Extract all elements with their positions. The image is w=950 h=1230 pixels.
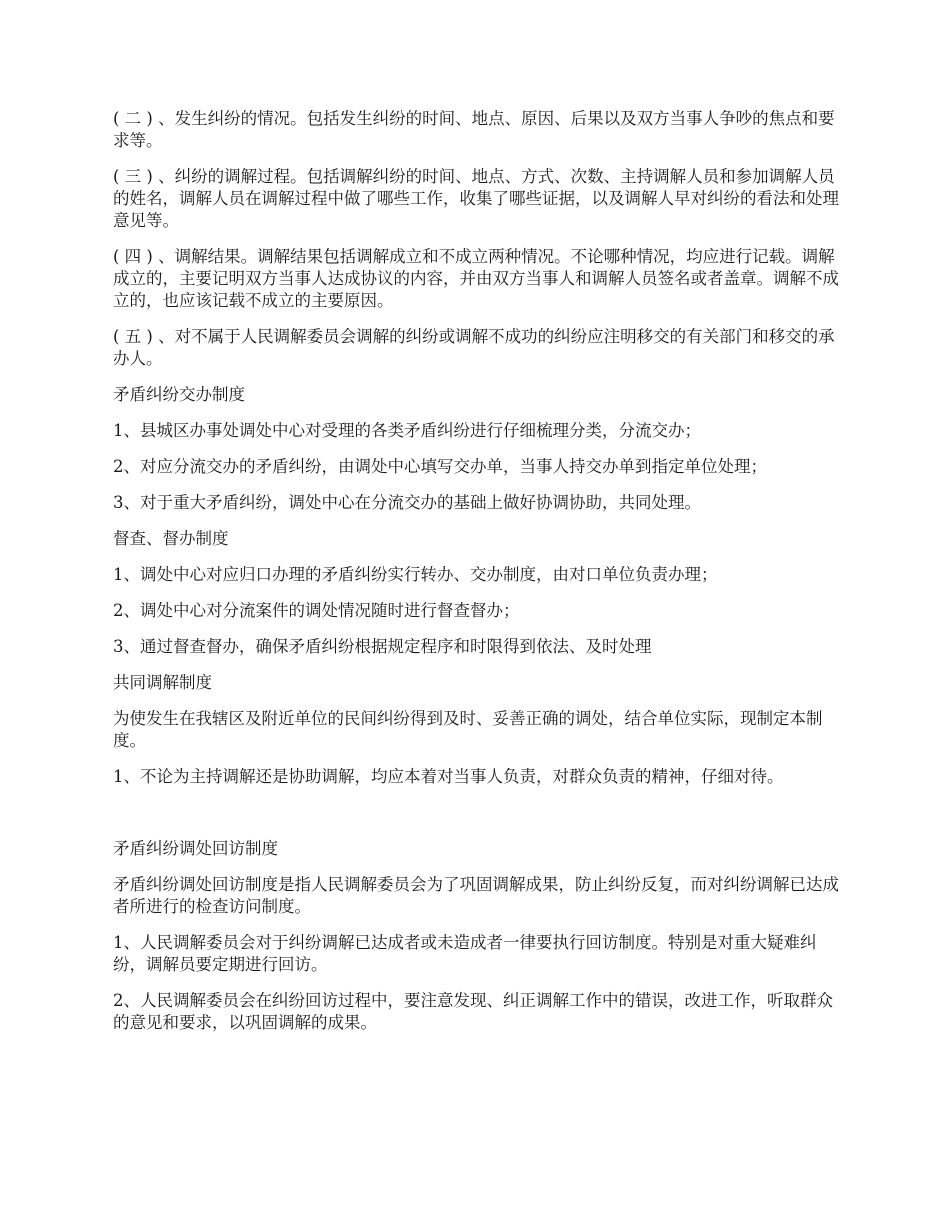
joint-mediation-item-1: 1、不论为主持调解还是协助调解，均应本着对当事人负责，对群众负责的精神，仔细对待。 — [113, 767, 784, 786]
section-title-referral: 矛盾纠纷交办制度 — [113, 385, 245, 404]
section-title-supervision: 督查、督办制度 — [113, 529, 229, 548]
section-spacer — [113, 802, 843, 838]
document-page — [113, 108, 843, 1048]
paragraph-item-4: ( 四 ) 、调解结果。调解结果包括调解成立和不成立两种情况。不论哪种情况，均应进行记载。调解成立的，主要记明双方当事人达成协议的内容，并由双方当事人和调解人员签名或者盖章。调解不成立的，也应该记载不成立的主要原因。 — [113, 247, 839, 310]
supervision-item-3: 3、通过督查督办，确保矛盾纠纷根据规定程序和时限得到依法、及时处理 — [113, 637, 652, 656]
referral-item-3: 3、对于重大矛盾纠纷，调处中心在分流交办的基础上做好协调协助，共同处理。 — [113, 493, 701, 512]
section-title-joint-mediation: 共同调解制度 — [113, 673, 212, 692]
joint-mediation-intro: 为使发生在我辖区及附近单位的民间纠纷得到及时、妥善正确的调处，结合单位实际，现制定本制度。 — [113, 709, 823, 750]
referral-item-1: 1、县城区办事处调处中心对受理的各类矛盾纠纷进行仔细梳理分类，分流交办； — [113, 421, 701, 440]
follow-up-item-2: 2、人民调解委员会在纠纷回访过程中，要注意发现、纠正调解工作中的错误，改进工作，听取群众的意见和要求，以巩固调解的成果。 — [113, 991, 833, 1032]
follow-up-item-1: 1、人民调解委员会对于纠纷调解已达成者或未造成者一律要执行回访制度。特别是对重大疑难纠纷，调解员要定期进行回访。 — [113, 933, 817, 974]
follow-up-intro: 矛盾纠纷调处回访制度是指人民调解委员会为了巩固调解成果，防止纠纷反复，而对纠纷调解已达成者所进行的检查访问制度。 — [113, 875, 839, 916]
paragraph-item-2: ( 二 ) 、发生纠纷的情况。包括发生纠纷的时间、地点、原因、后果以及双方当事人争吵的焦点和要求等。 — [113, 109, 835, 150]
paragraph-item-3: ( 三 ) 、纠纷的调解过程。包括调解纠纷的时间、地点、方式、次数、主持调解人员和参加调解人员的姓名，调解人员在调解过程中做了哪些工作，收集了哪些证据，以及调解人早对纠纷的看法和处理意见等。 — [113, 167, 839, 230]
paragraph-item-5: ( 五 ) 、对不属于人民调解委员会调解的纠纷或调解不成功的纠纷应注明移交的有关部门和移交的承办人。 — [113, 327, 835, 368]
section-title-follow-up: 矛盾纠纷调处回访制度 — [113, 839, 278, 858]
referral-item-2: 2、对应分流交办的矛盾纠纷，由调处中心填写交办单，当事人持交办单到指定单位处理； — [113, 457, 767, 476]
supervision-item-2: 2、调处中心对分流案件的调处情况随时进行督查督办； — [113, 601, 520, 620]
supervision-item-1: 1、调处中心对应归口办理的矛盾纠纷实行转办、交办制度，由对口单位负责办理； — [113, 565, 718, 584]
